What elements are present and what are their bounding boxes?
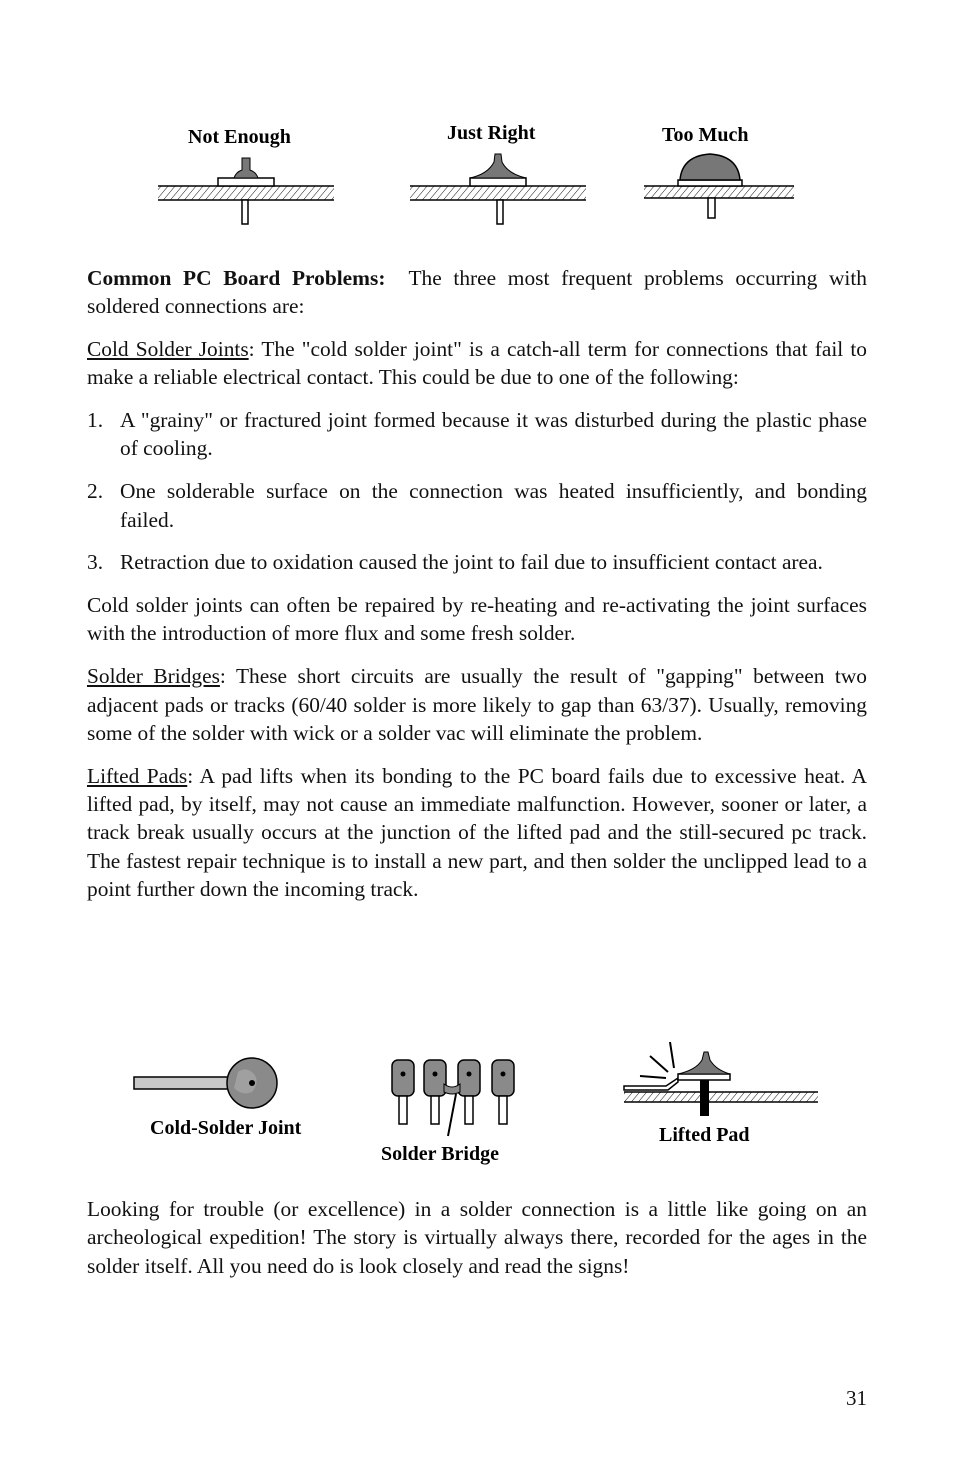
not-enough-solder-diagram xyxy=(156,150,338,230)
solder-bridge-diagram xyxy=(386,1056,520,1140)
causes-list xyxy=(87,406,867,576)
lifted-pad-diagram xyxy=(620,1040,822,1120)
section-intro: The three most frequent problems occurring with soldered connections are: xyxy=(87,266,867,319)
page-number: 31 xyxy=(846,1386,867,1410)
too-much-solder-diagram xyxy=(642,150,798,224)
label-solder-bridge: Solder Bridge xyxy=(381,1143,499,1165)
list-item xyxy=(87,477,867,534)
lifted-title: Lifted Pads xyxy=(87,763,188,788)
list-item-text: One solderable surface on the connection was heated insufficiently, and bonding failed. xyxy=(120,479,867,532)
cold-solder-joint-diagram xyxy=(130,1052,282,1114)
list-item-text: Retraction due to oxidation caused the joint to fail due to insufficient contact area. xyxy=(120,550,823,575)
cold-joints-title: Cold Solder Joints xyxy=(87,337,249,362)
bridges-title: Solder Bridges xyxy=(87,664,220,689)
cold-joints-paragraph xyxy=(87,335,867,392)
label-not-enough: Not Enough xyxy=(188,126,291,148)
just-right-solder-diagram xyxy=(408,150,590,230)
main-text-upper xyxy=(87,264,867,918)
bridges-text: : These short circuits are usually the result of "gapping" between two adjacent pads or tracks (60/40 solder is more likely to gap than 63/37). Usually, removing some of the solder with wick or a solder vac will eliminate the problem. xyxy=(87,664,867,745)
lifted-paragraph xyxy=(87,762,867,903)
lifted-text: : A pad lifts when its bonding to the PC board fails due to excessive heat. A lifted pad, by itself, may not cause an immediate malfunction. However, sooner or later, a track break usually occurs at the junction of the lifted pad and the still-secured pc track. The fastest repair technique is to install a new part, and then solder the unclipped lead to a point further down the incoming track. xyxy=(87,763,867,901)
label-too-much: Too Much xyxy=(662,124,749,146)
closing-paragraph: Looking for trouble (or excellence) in a solder connection is a little like going on an archeological expedition! The story is virtually always there, recorded for the ages in the solder itself. All you need do is look closely and read the signs! xyxy=(87,1197,867,1278)
list-item xyxy=(87,406,867,463)
list-item xyxy=(87,548,867,576)
list-item-number: 3. xyxy=(87,550,104,575)
list-item-text: A "grainy" or fractured joint formed because it was disturbed during the plastic phase of cooling. xyxy=(120,408,867,461)
label-just-right: Just Right xyxy=(447,122,536,144)
bridges-paragraph xyxy=(87,662,867,747)
list-item-number: 1. xyxy=(87,408,104,433)
main-text-lower xyxy=(87,1195,867,1294)
section-heading: Common PC Board Problems: xyxy=(87,266,386,290)
label-lifted-pad: Lifted Pad xyxy=(659,1124,750,1146)
intro-paragraph xyxy=(87,264,867,321)
cold-joints-text: : The "cold solder joint" is a catch-all term for connections that fail to make a reliable electrical contact. This could be due to one of the following: xyxy=(87,337,867,390)
repair-paragraph: Cold solder joints can often be repaired by re-heating and re-activating the joint surfaces with the introduction of more flux and some fresh solder. xyxy=(87,593,867,646)
label-cold-solder-joint: Cold-Solder Joint xyxy=(150,1117,302,1139)
list-item-number: 2. xyxy=(87,479,104,504)
